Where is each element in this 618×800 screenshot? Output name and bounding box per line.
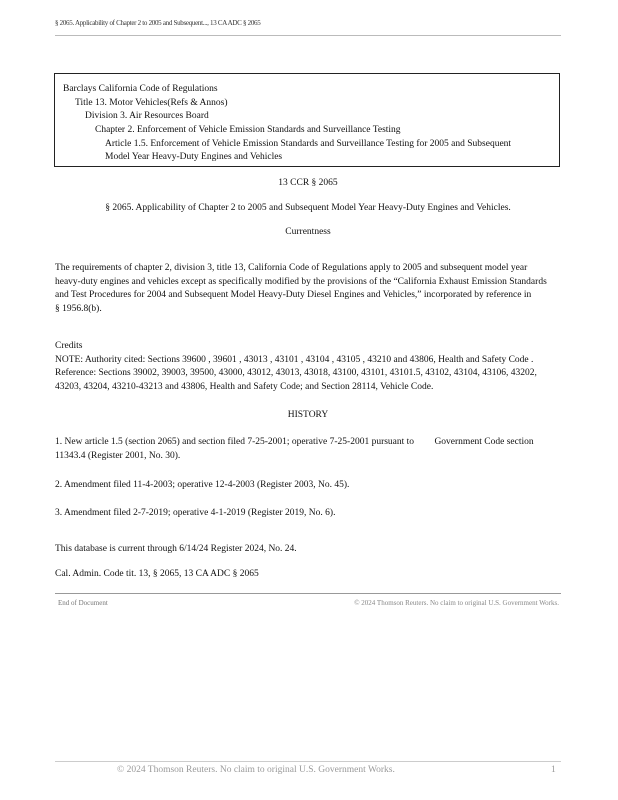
body-line-4: § 1956.8(b). — [55, 303, 102, 314]
history-item-1 — [55, 437, 534, 447]
citation: 13 CCR § 2065 — [278, 178, 338, 188]
hierarchy-box — [54, 73, 560, 167]
footer-divider — [55, 761, 561, 762]
history-item-2: 2. Amendment filed 11-4-2003; operative 12-4-2003 (Register 2003, No. 45). — [55, 480, 350, 490]
end-of-document-label: End of Document — [58, 599, 108, 607]
history-item-1-cont: 11343.4 (Register 2001, No. 30). — [55, 451, 181, 461]
end-divider — [55, 593, 561, 594]
credits-line-2: Reference: Sections 39002, 39003, 39500, 43000, 43012, 43013, 43018, 43100, 43101, 43101.5, 43102, 43104, 43106, 43202, — [55, 368, 537, 378]
credits-section — [55, 340, 565, 394]
history-heading: HISTORY — [287, 410, 329, 420]
hierarchy-title[interactable]: Title 13. Motor Vehicles(Refs & Annos) — [75, 98, 228, 108]
footer-copyright: © 2024 Thomson Reuters. No claim to original U.S. Government Works. — [117, 765, 395, 775]
credits-line-3: 43203, 43204, 43210-43213 and 43806, Health and Safety Code; and Section 28114, Vehicle Code. — [55, 381, 434, 392]
hierarchy-division[interactable]: Division 3. Air Resources Board — [85, 111, 209, 121]
credits-label: Credits — [55, 341, 83, 351]
end-of-document-copyright: © 2024 Thomson Reuters. No claim to original U.S. Government Works. — [354, 599, 559, 607]
body-line-2: heavy-duty engines and vehicles except as specifically modified by the provisions of the “California Exhaust Emission Standards — [55, 276, 547, 287]
currentness-link[interactable]: Currentness — [285, 227, 331, 237]
running-head: § 2065. Applicability of Chapter 2 to 2005 and Subsequent..., 13 CA ADC § 2065 — [55, 19, 261, 27]
page-number: 1 — [551, 765, 556, 775]
hierarchy-chapter[interactable]: Chapter 2. Enforcement of Vehicle Emission Standards and Surveillance Testing — [95, 125, 401, 135]
section-title: § 2065. Applicability of Chapter 2 to 2005 and Subsequent Model Year Heavy-Duty Engines and Vehicles. — [105, 203, 511, 213]
hierarchy-code[interactable]: Barclays California Code of Regulations — [63, 84, 218, 94]
body-line-1: The requirements of chapter 2, division 3, title 13, California Code of Regulations apply to 2005 and subsequent model year — [55, 263, 528, 273]
cite-line: Cal. Admin. Code tit. 13, § 2065, 13 CA ADC § 2065 — [55, 569, 259, 579]
body-paragraph — [55, 262, 565, 316]
database-note: This database is current through 6/14/24 Register 2024, No. 24. — [55, 544, 297, 554]
hierarchy-article-cont[interactable]: Model Year Heavy-Duty Engines and Vehicles — [105, 152, 283, 162]
hierarchy-article[interactable]: Article 1.5. Enforcement of Vehicle Emission Standards and Surveillance Testing for 2005 and Subsequent — [105, 139, 512, 149]
body-line-3: and Test Procedures for 2004 and Subsequent Model Heavy-Duty Diesel Engines and Vehicles,” incorporated by reference in — [55, 290, 532, 300]
history-item-3: 3. Amendment filed 2-7-2019; operative 4-1-2019 (Register 2019, No. 6). — [55, 508, 336, 518]
history-item-1-text: 1. New article 1.5 (section 2065) and section filed 7-25-2001; operative 7-25-2001 pursuant to — [55, 437, 415, 447]
header-divider — [55, 35, 561, 36]
credits-line-1: NOTE: Authority cited: Sections 39600 , 39601 , 43013 , 43101 , 43104 , 43105 , 43210 and 43806, Health and Safety Code . — [55, 354, 534, 365]
government-code-link[interactable]: Government Code section — [434, 437, 534, 447]
